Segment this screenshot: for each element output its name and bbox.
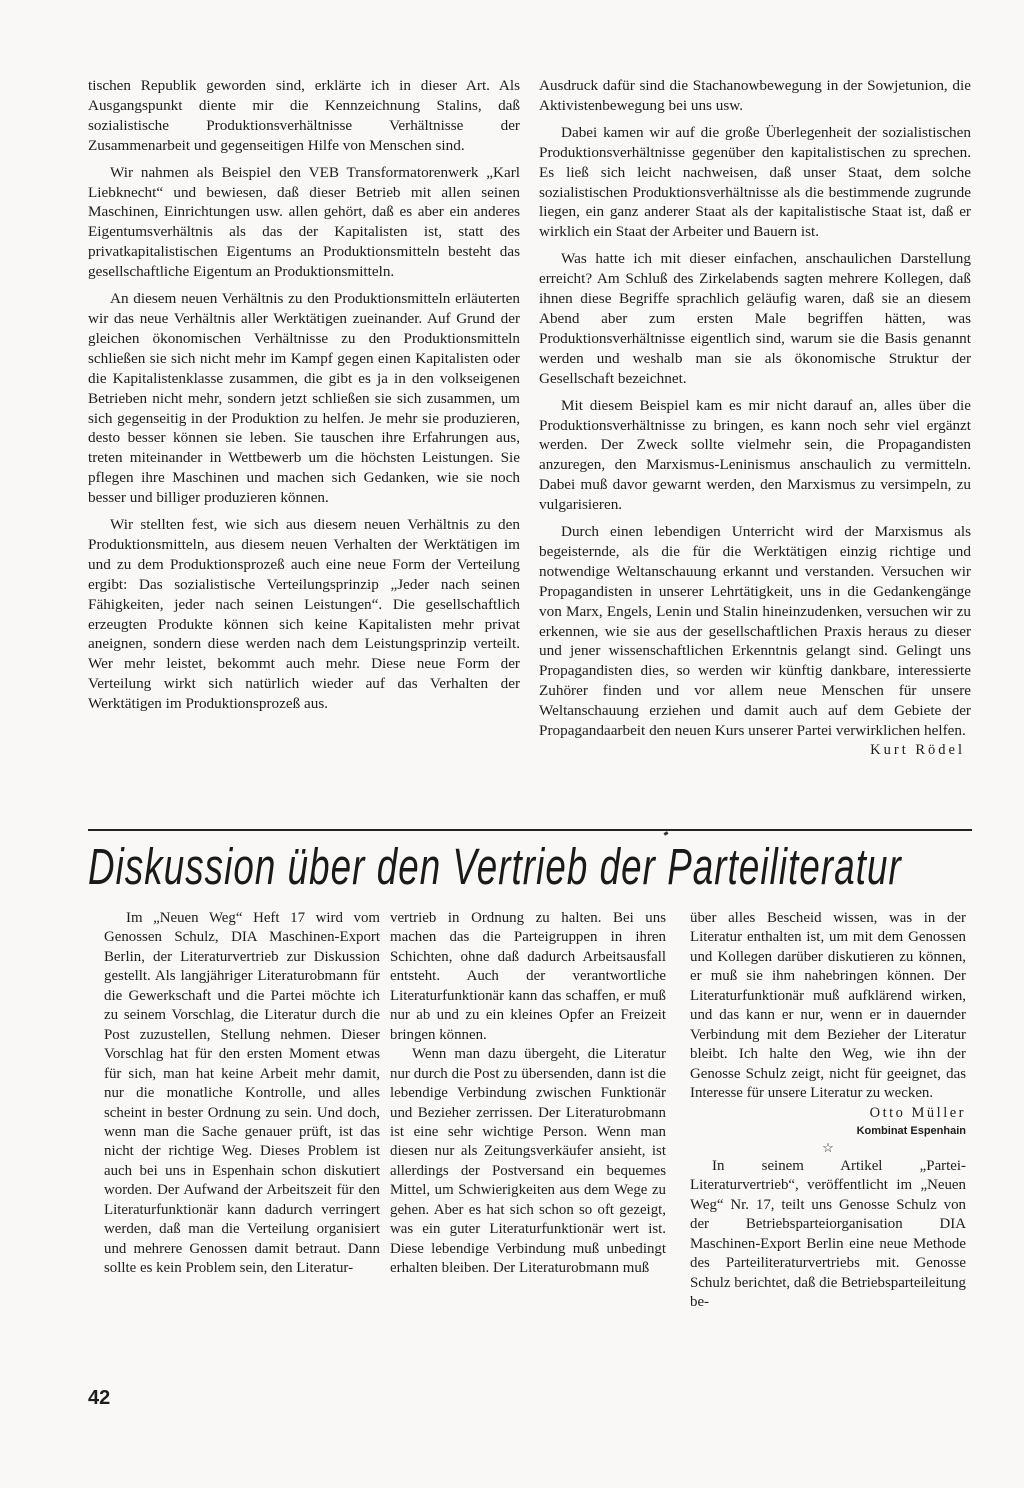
paragraph: Wir stellten fest, wie sich aus diesem neuen Verhältnis zu den Produktionsmitteln, aus diesem neuen Verhalten der Werktätigen im und zu dem Produktionsprozeß auch eine neue Form der Verteilung ergibt: Das sozialistische Verteilungsprinzip „Jeder nach seinen Fähigkeiten, jeder nach seinen Leistungen“. Die gesellschaftlich erzeugten Produkte können sich keine Kapitalisten mehr privat aneignen, sondern diese werden nach dem Leistungsprinzip verteilt. Wer mehr leistet, bekommt auch mehr. Diese neue Form der Verteilung wirkt sich natürlich wieder auf das Verhalten der Werktätigen im Produktionsprozeß aus.	[88, 516, 520, 713]
paragraph: Wir nahmen als Beispiel den VEB Transformatorenwerk „Karl Liebknecht“ und bewiesen, daß dieser Betrieb mit allen seinen Maschinen, Einrichtungen usw. allen gehört, daß es aber ein anderes Eigentumsverhältnis als das der Kapitalisten ist, statt des privatkapitalistischen Eigentums an Produktionsmitteln besteht das gesellschaftliche Eigentum an Produktionsmitteln.	[88, 163, 520, 281]
paragraph: Dabei kamen wir auf die große Überlegenheit der sozialistischen Produktionsverhältnisse gegenüber den kapitalistischen zu sprechen. Es ließ sich leicht nachweisen, daß unser Staat, dem solche sozialistischen Produktionsverhältnisse als die bestimmende zugrunde liegen, ein ganz anderer Staat als der kapitalistische Staat ist, daß er wirklich ein Staat der Arbeiter und Bauern ist.	[539, 123, 971, 241]
paragraph-text: Durch einen lebendigen Unterricht wird der Marxismus als begeisternde, als die für die Werktätigen einzig richtige und notwendige Weltanschauung erkannt und verstanden. Versuchen wir Propagandisten in unserer Lehrtätigkeit, uns in die Gedankengänge von Marx, Engels, Lenin und Stalin hineinzudenken, versuchen wir zu erkennen, wie sie aus der gesellschaftlichen Praxis heraus zu dieser und jener wissenschaftlichen Erkenntnis gelangt sind. Gelingt uns Propagandisten dies, so werden wir künftig dankbare, interessierte Zuhörer finden und vor allem neue Menschen für unsere Weltanschauung erziehen und damit auch auf dem Gebiete der Propagandaarbeit den neuen Kurs unserer Partei verwirklichen helfen.	[539, 523, 971, 740]
paragraph: In seinem Artikel „Partei-Literaturvertrieb“, veröffentlicht im „Neuen Weg“ Nr. 17, teilt uns Genosse Schulz von der Betriebsparteiorganisation DIA Maschinen-Export Berlin eine neue Methode des Parteiliteraturvertriebs mit. Genosse Schulz berichtet, daß die Betriebsparteileitung be-	[690, 1157, 966, 1311]
paragraph: Mit diesem Beispiel kam es mir nicht darauf an, alles über die Produktionsverhältnisse zu bringen, es kann noch sehr viel ergänzt werden. Der Zweck sollte vielmehr sein, die Propagandisten anzuregen, den Marxismus-Leninismus anschaulich zu vermitteln. Dabei muß davor gewarnt werden, den Marxismus zu versimpeln, zu vulgarisieren.	[539, 396, 971, 514]
author-signature: Kurt Rödel	[870, 742, 965, 758]
paragraph: Was hatte ich mit dieser einfachen, anschaulichen Darstellung erreicht? Am Schluß des Zirkelabends sagten mehrere Kollegen, daß ihnen diese Begriffe sprachlich geläufig waren, daß sie an diesem Abend aber zum ersten Male begriffen hätten, was Produktionsverhältnisse eigentlich sind, warum sie die Basis genannt werden und weshalb man sie als ökonomische Struktur der Gesellschaft bezeichnet.	[539, 250, 971, 387]
article-column-bottom-2	[390, 909, 666, 1279]
article-column-top-right	[539, 76, 971, 761]
paragraph: Ausdruck dafür sind die Stachanowbewegung in der Sowjetunion, die Aktivistenbewegung bei uns usw.	[539, 77, 971, 114]
author-affiliation: Kombinat Espenhain	[856, 1124, 966, 1137]
section-divider	[88, 829, 972, 831]
paragraph: tischen Republik geworden sind, erklärte ich in dieser Art. Als Ausgangspunkt diente mir die Kennzeichnung Stalins, daß sozialistische Produktionsverhältnisse Verhältnisse der Zusammenarbeit und gegenseitigen Hilfe von Menschen sind.	[88, 77, 520, 154]
article-column-bottom-1	[104, 909, 380, 1279]
paragraph	[539, 522, 971, 758]
article-column-top-left	[88, 76, 520, 714]
star-separator-icon: ☆	[822, 1139, 834, 1155]
paragraph: vertrieb in Ordnung zu halten. Bei uns machen das die Parteigruppen in ihren Schichten, ohne daß dadurch Arbeitsausfall entsteht. Auch der verantwortliche Literaturfunktionär kann das schaffen, er muß nur ab und zu ein kleines Opfer an Freizeit bringen können.	[390, 910, 666, 1043]
paragraph: An diesem neuen Verhältnis zu den Produktionsmitteln erläuterten wir das neue Verhältnis aller Werktätigen zueinander. Auf Grund der gleichen ökonomischen Verhältnisse zu den Produktionsmitteln schließen sie sich nicht mehr im Kampf gegen einen Kapitalisten oder die Kapitalistenklasse zusammen, die gibt es ja in den volkseigenen Betrieben nicht mehr, sondern jetzt schließen sie sich zusammen, um sich gegenseitig in der Produktion zu helfen. Je mehr sie produzieren, desto besser können sie leben. Sie tauschen ihre Erfahrungen aus, treten miteinander in Wettbewerb um die höchsten Leistungen. Sie pflegen ihre Maschinen und machen sich Gedanken, wie sie noch besser und billiger produzieren können.	[88, 290, 520, 507]
paragraph: Im „Neuen Weg“ Heft 17 wird vom Genossen Schulz, DIA Maschinen-Export Berlin, der Literaturvertrieb zur Diskussion gestellt. Als langjähriger Literaturobmann für die Gewerkschaft und die Partei möchte ich zu seinem Vorschlag, die Literatur durch die Post zuzustellen, Stellung nehmen. Dieser Vorschlag hat für den ersten Moment etwas für sich, man hat keine Arbeit mehr damit, nur die monatliche Kontrolle, und alles scheint in bester Ordnung zu sein. Und doch, wenn man die Sache genauer prüft, ist das nicht der richtige Weg. Dieses Problem ist auch bei uns in Espenhain schon diskutiert worden. Der Aufwand der Arbeitszeit für den Literaturfunktionär kann dadurch verringert werden, daß man die Verteilung organisiert und mehrere Genossen damit betraut. Dann sollte es kein Problem sein, den Literatur-	[104, 910, 380, 1277]
paragraph: über alles Bescheid wissen, was in der Literatur enthalten ist, um mit dem Genossen und Kollegen darüber diskutieren zu können, er muß sie ihm nahebringen können. Der Literaturfunktionär muß aufklärend wirken, und das kann er nur, wenn er in dauernder Verbindung mit dem Bezieher der Literatur bleibt. Ich halte den Weg, wie ihn der Genosse Schulz zeigt, nicht für geeignet, das Interesse für unsere Literatur zu wecken.	[690, 910, 966, 1102]
article-column-bottom-3	[690, 909, 966, 1313]
article-headline: Diskussion über den Vertrieb der Parteiliteratur	[88, 838, 902, 895]
paragraph: Wenn man dazu übergeht, die Literatur nur durch die Post zu übersenden, dann ist die lebendige Verbindung zwischen Funktionär und Bezieher zerrissen. Der Literaturobmann ist eine sehr wichtige Person. Wenn man diesen nur als Zeitungsverkäufer ansieht, ist allerdings der Postversand ein bequemes Mittel, um Schwierigkeiten aus dem Wege zu gehen. Aber es hat sich schon so oft gezeigt, was ein guter Literaturfunktionär wert ist. Diese lebendige Verbindung muß unbedingt erhalten bleiben. Der Literaturobmann muß	[390, 1046, 666, 1277]
author-signature: Otto Müller	[869, 1104, 966, 1121]
page-number: 42	[88, 1387, 111, 1409]
